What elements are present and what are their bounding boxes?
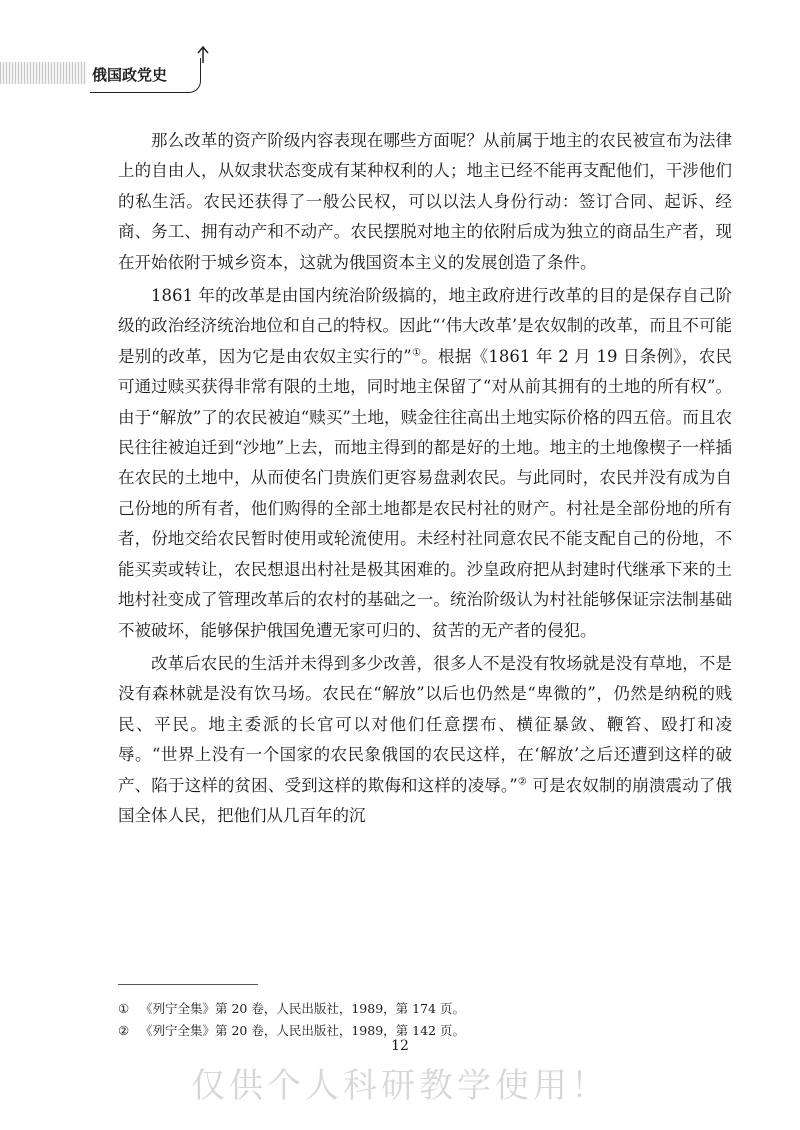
footnote-ref-1: ①: [411, 347, 422, 359]
book-title: 俄国政党史: [92, 66, 168, 84]
paragraph-1: 那么改革的资产阶级内容表现在哪些方面呢？从前属于地主的农民被宣布为法律上的自由人，从奴隶状态变成有某种权利的人；地主已经不能再支配他们，干涉他们的私生活。农民还获得了一般公民权，可以以法人身份行动：签订合同、起诉、经商、务工、拥有动产和不动产。农民摆脱对地主的依附后成为独立的商品生产者，现在开始依附于城乡资本，这就为俄国资本主义的发展创造了条件。: [118, 131, 732, 272]
header-decorative-band: [0, 62, 86, 84]
arrow-up-icon: [196, 46, 210, 64]
paragraph-3: 改革后农民的生活并未得到多少改善，很多人不是没有牧场就是没有草地，不是没有森林就是没有饮马场。农民在“解放”以后也仍然是“卑微的”，仍然是纳税的贱民、平民。地主委派的长官可以对他们任意摆布、横征暴敛、鞭笞、殴打和凌辱。“世界上没有一个国家的农民象俄国的农民这样，在‘解放’之后还遭到这样的破产、陷于这样的贫困、受到这样的欺侮和这样的凌辱。”② 可是农奴制的崩溃震动了俄国全体人民，把他们从几百年的沉: [118, 653, 732, 825]
footnote-divider: [118, 984, 258, 985]
watermark: 仅供个人科研教学使用！: [191, 1066, 609, 1106]
footnotes: [118, 998, 718, 1042]
footnote-ref-2: ②: [517, 776, 527, 788]
footnote-2: ② 《列宁全集》第 20 卷，人民出版社，1989，第 142 页。: [118, 1023, 465, 1038]
paragraph-2: 1861 年的改革是由国内统治阶级搞的，地主政府进行改革的目的是保存自己阶级的政治经济统治地位和自己的特权。因此“‘伟大改革’是农奴制的改革，而且不可能是别的改革，因为它是由农奴主实行的”①。根据《1861 年 2 月 19 日条例》，农民可通过赎买获得非常有限的土地，同时地主保留了“对从前其拥有的土地的所有权”。由于“解放”了的农民被迫“赎买”土地，赎金往往高出土地实际价格的四五倍。而且农民往往被迫迁到“沙地”上去，而地主得到的都是好的土地。地主的土地像楔子一样插在农民的土地中，从而使名门贵族们更容易盘剥农民。与此同时，农民并没有成为自己份地的所有者，他们购得的全部土地都是农民村社的财产。村社是全部份地的所有者，份地交给农民暂时使用或轮流使用。未经村社同意农民不能支配自己的份地，不能买卖或转让，农民想退出村社是极其困难的。沙皇政府把从封建时代继承下来的土地村社变成了管理改革后的农村的基础之一。统治阶级认为村社能够保证宗法制基础不被破坏，能够保护俄国免遭无家可归的、贫苦的无产者的侵犯。: [118, 286, 732, 640]
body-text: [118, 126, 732, 834]
running-header: [90, 58, 201, 93]
footnote-1: ① 《列宁全集》第 20 卷，人民出版社，1989，第 174 页。: [118, 1001, 465, 1016]
page-number: 12: [391, 1038, 409, 1054]
